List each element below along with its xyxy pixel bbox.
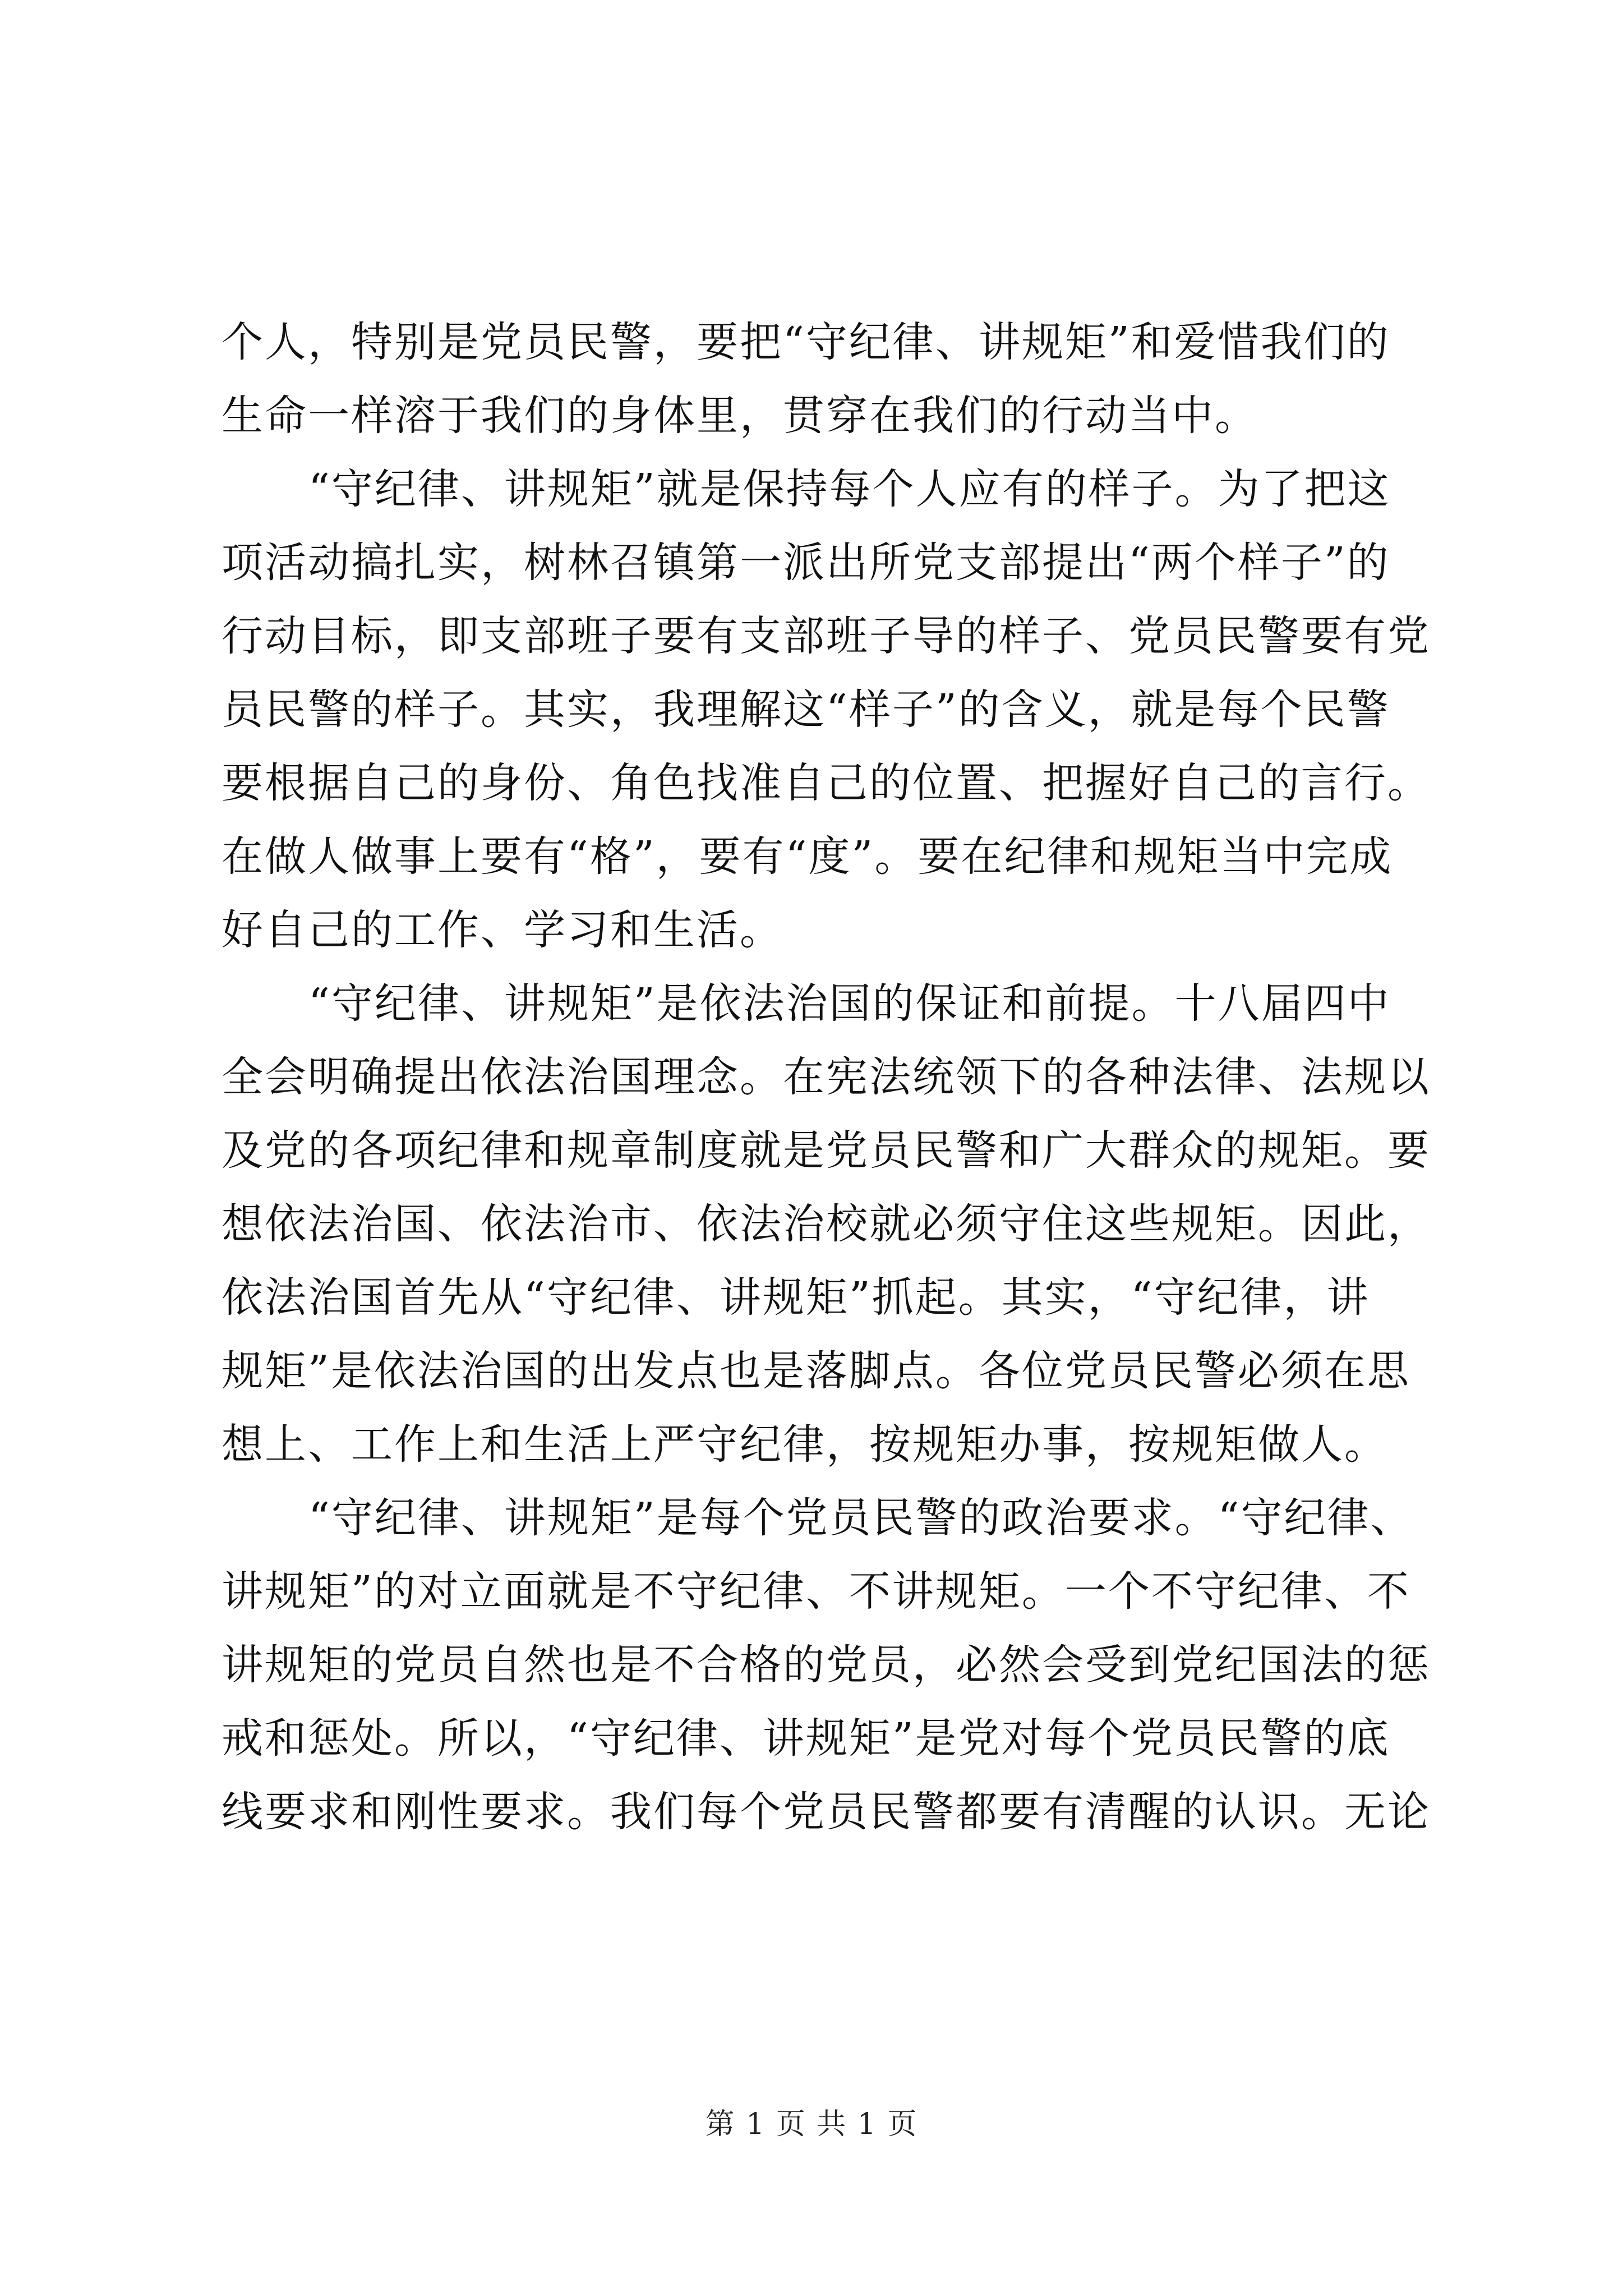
text-line: 好自己的工作、学习和生活。 <box>222 906 783 954</box>
text-line: 个人，特别是党员民警，要把“守纪律、讲规矩”和爱惜我们的 <box>222 318 1390 366</box>
paragraph-start-line: “守纪律、讲规矩”是依法治国的保证和前提。十八届四中 <box>308 979 1391 1028</box>
text-line: 线要求和刚性要求。我们每个党员民警都要有清醒的认识。无论 <box>222 1788 1431 1836</box>
text-line: 生命一样溶于我们的身体里，贯穿在我们的行动当中。 <box>222 392 1258 440</box>
text-line: 规矩”是依法治国的出发点也是落脚点。各位党员民警必须在思 <box>222 1347 1410 1395</box>
text-line: 在做人做事上要有“格”，要有“度”。要在纪律和规矩当中完成 <box>222 832 1393 881</box>
text-line: 员民警的样子。其实，我理解这“样子”的含义，就是每个民警 <box>222 685 1390 734</box>
text-line: 要根据自己的身份、角色找准自己的位置、把握好自己的言行。 <box>222 759 1431 807</box>
text-line: 行动目标，即支部班子要有支部班子导的样子、党员民警要有党 <box>222 612 1431 660</box>
page-number-label: 第 1 页 共 1 页 <box>705 2108 918 2141</box>
text-line: 讲规矩”的对立面就是不守纪律、不讲规矩。一个不守纪律、不 <box>222 1567 1410 1616</box>
text-line: 想依法治国、依法治市、依法治校就必须守住这些规矩。因此， <box>222 1200 1431 1248</box>
text-line: 戒和惩处。所以，“守纪律、讲规矩”是党对每个党员民警的底 <box>222 1714 1390 1763</box>
text-line: 依法治国首先从“守纪律、讲规矩”抓起。其实，“守纪律，讲 <box>222 1273 1370 1322</box>
text-line: 讲规矩的党员自然也是不合格的党员，必然会受到党纪国法的惩 <box>222 1641 1431 1689</box>
document-body <box>222 306 1431 1849</box>
text-line: 项活动搞扎实，树林召镇第一派出所党支部提出“两个样子”的 <box>222 539 1390 587</box>
text-line: 想上、工作上和生活上严守纪律，按规矩办事，按规矩做人。 <box>222 1420 1387 1469</box>
paragraph-start-line: “守纪律、讲规矩”就是保持每个人应有的样子。为了把这 <box>308 465 1391 513</box>
text-line: 全会明确提出依法治国理念。在宪法统领下的各种法律、法规以 <box>222 1053 1431 1101</box>
page-footer <box>0 2105 1623 2144</box>
paragraph-start-line: “守纪律、讲规矩”是每个党员民警的政治要求。“守纪律、 <box>308 1494 1414 1542</box>
text-line: 及党的各项纪律和规章制度就是党员民警和广大群众的规矩。要 <box>222 1126 1431 1175</box>
